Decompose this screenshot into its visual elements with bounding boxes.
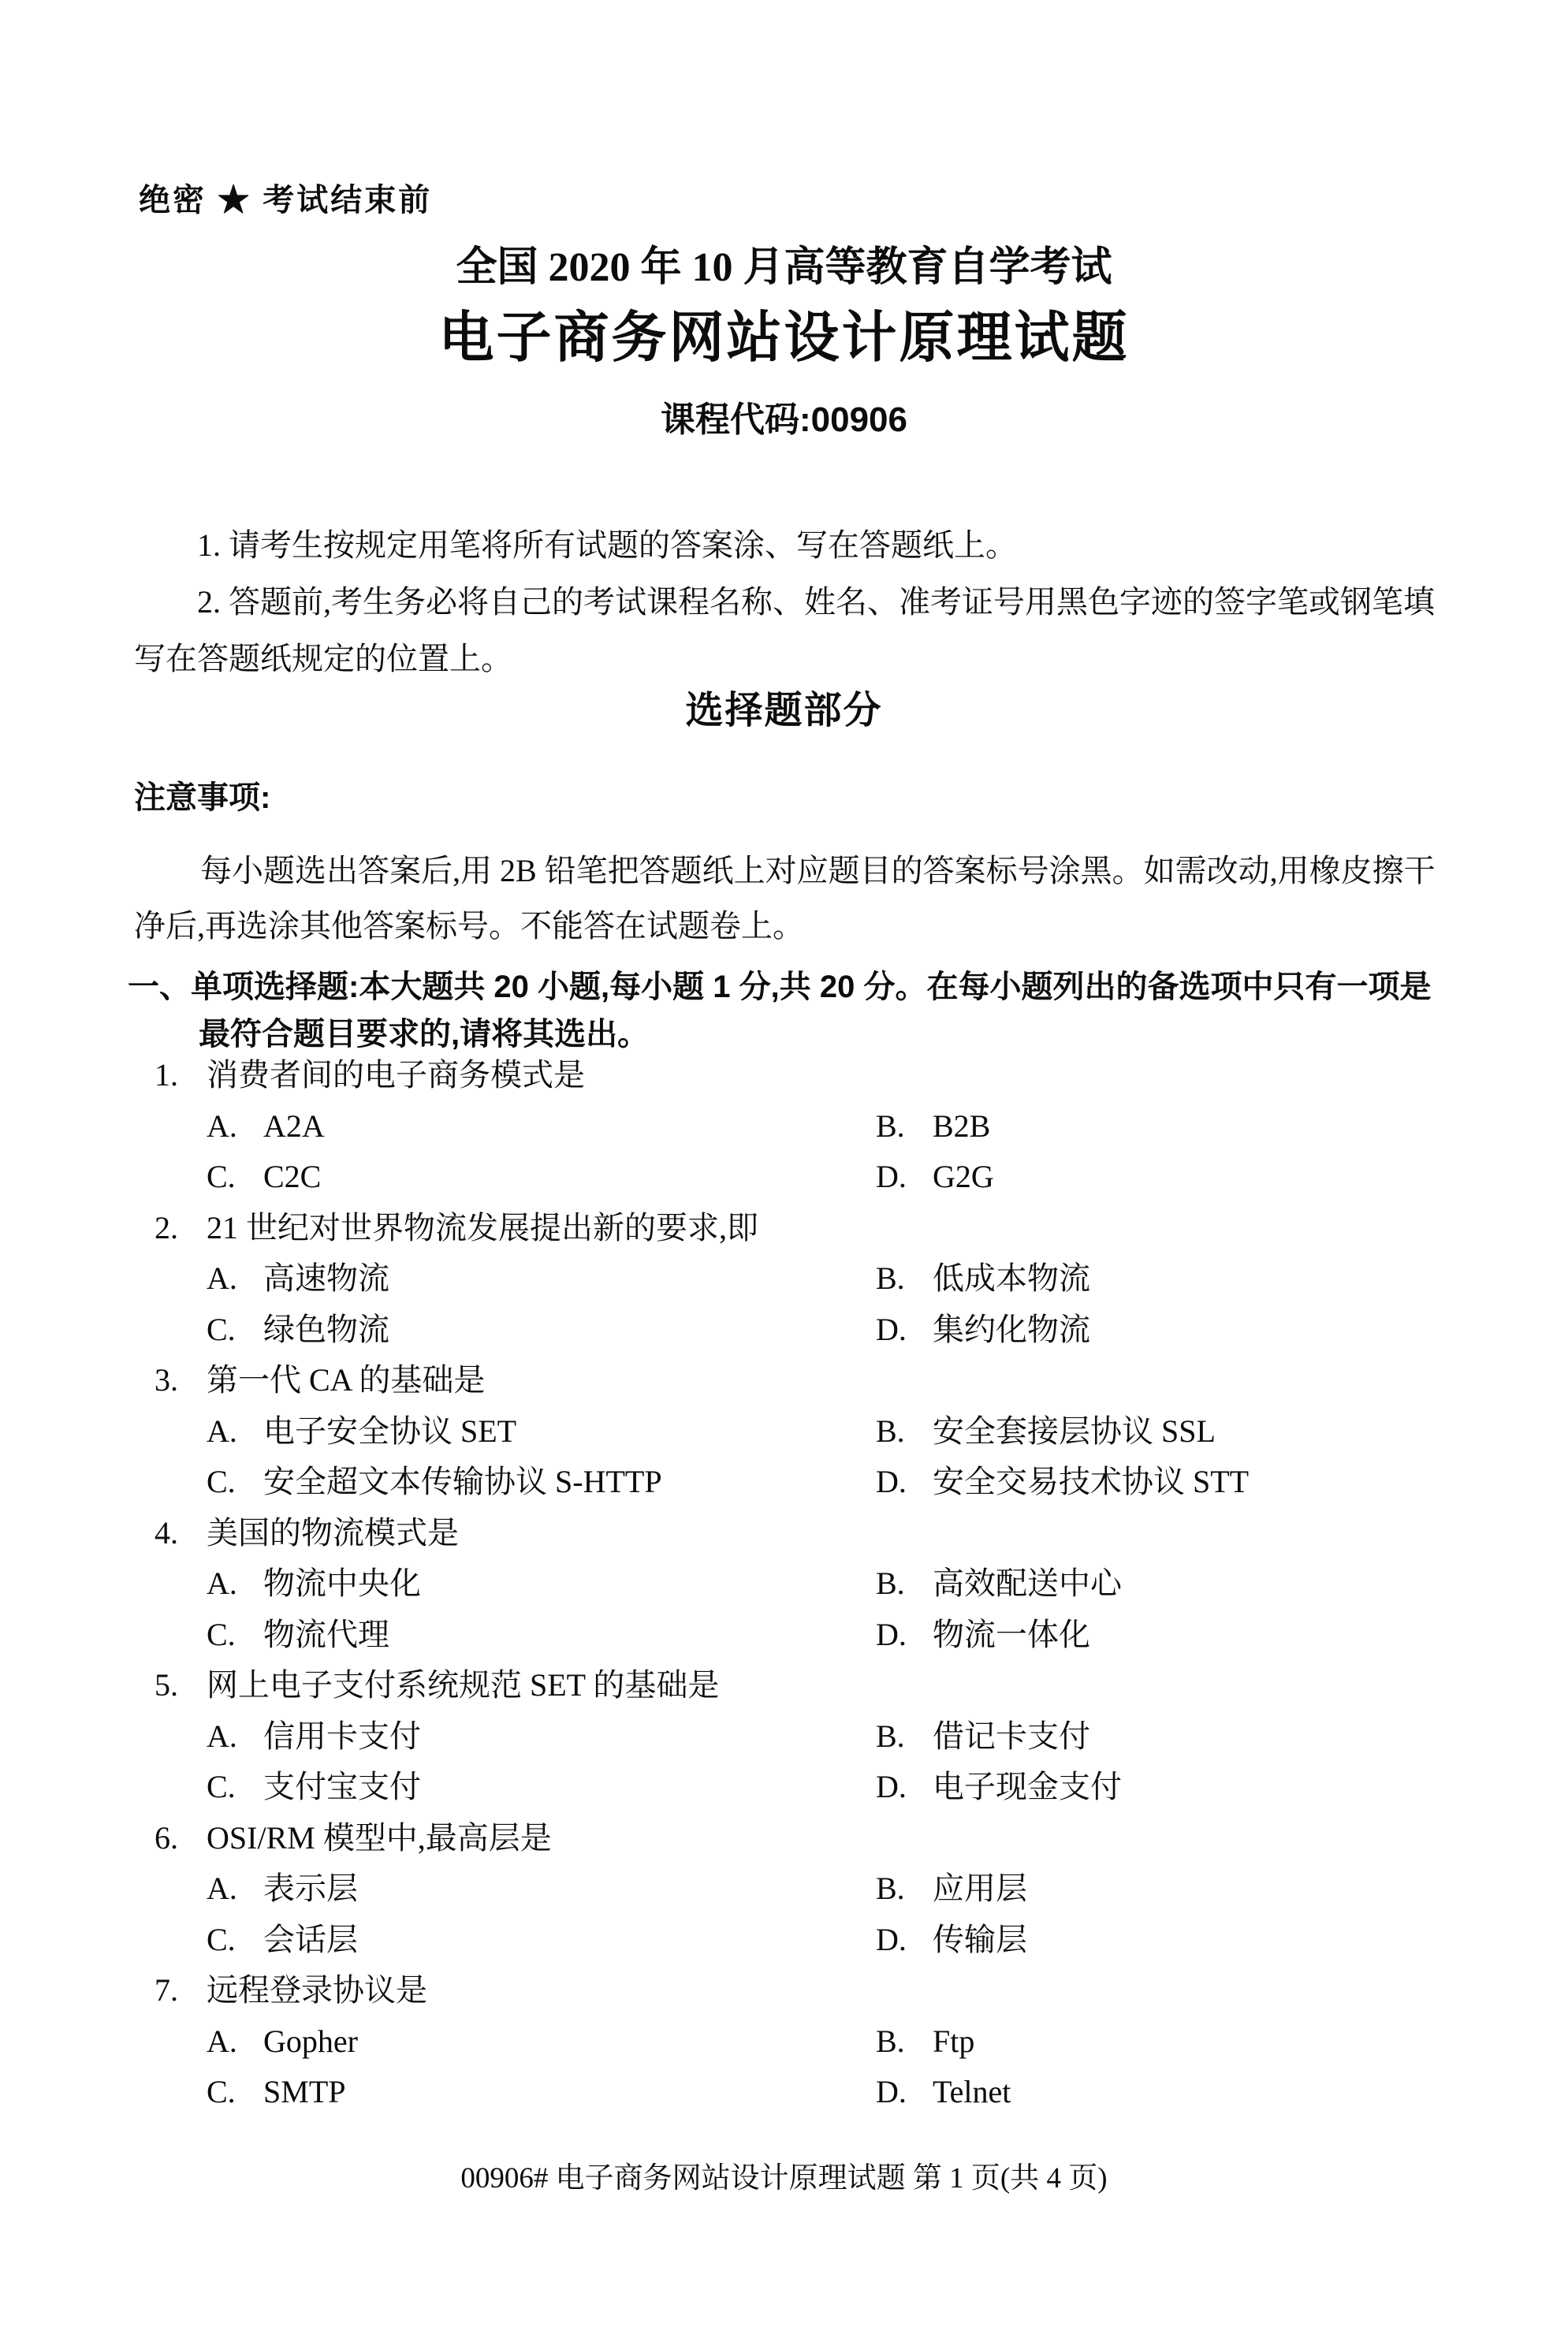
question-number: 3.	[155, 1362, 178, 1398]
option-label: B.	[876, 1260, 905, 1296]
question-options	[207, 1711, 1458, 1813]
option-item	[876, 2016, 1458, 2068]
option-label: A.	[207, 1260, 237, 1296]
option-label: A.	[207, 1413, 237, 1449]
question-item	[134, 1660, 1458, 1813]
option-text: 安全交易技术协议 STT	[933, 1464, 1250, 1499]
option-item	[207, 2067, 876, 2118]
question-options	[207, 1558, 1458, 1660]
option-item	[207, 1253, 876, 1305]
question-stem: 21 世纪对世界物流发展提出新的要求,即	[207, 1209, 758, 1245]
option-label: C.	[207, 1311, 236, 1347]
exam-title-line2: 电子商务网站设计原理试题	[438, 307, 1130, 368]
option-text: 会话层	[263, 1921, 358, 1957]
option-text: 高效配送中心	[933, 1565, 1122, 1601]
question-number: 2.	[155, 1209, 178, 1245]
option-label: D.	[876, 1464, 907, 1499]
question-item	[134, 1355, 1458, 1508]
option-item	[876, 1305, 1458, 1356]
question-stem-line	[134, 1203, 1458, 1254]
instruction-item-1: 1. 请考生按规定用笔将所有试题的答案涂、写在答题纸上。	[197, 527, 1017, 563]
option-label: A.	[207, 1565, 237, 1601]
question-stem: 消费者间的电子商务模式是	[207, 1057, 585, 1093]
option-label: C.	[207, 1616, 236, 1652]
option-item	[207, 1152, 876, 1203]
option-text: 安全超文本传输协议 S-HTTP	[263, 1464, 662, 1499]
option-item	[207, 1711, 876, 1763]
option-label: B.	[876, 1565, 905, 1601]
option-item	[207, 1863, 876, 1915]
option-text: 支付宝支付	[263, 1769, 421, 1804]
option-label: A.	[207, 1108, 237, 1144]
option-text: 高速物流	[263, 1260, 389, 1296]
option-label: D.	[876, 1616, 907, 1652]
option-item	[207, 1101, 876, 1152]
question-item	[134, 1508, 1458, 1661]
question-stem: 远程登录协议是	[207, 1972, 427, 2008]
option-label: D.	[876, 2074, 907, 2109]
question-options	[207, 1406, 1458, 1508]
question-stem-line	[134, 1965, 1458, 2016]
instruction-item-2: 2. 答题前,考生务必将自己的考试课程名称、姓名、准考证号用黑色字迹的签字笔或钢笔填写在答题纸规定的位置上。	[134, 584, 1435, 676]
option-item	[876, 1457, 1458, 1508]
option-text: 物流中央化	[263, 1565, 421, 1601]
question-stem-line	[134, 1660, 1458, 1711]
option-label: B.	[876, 1718, 905, 1754]
option-label: B.	[876, 1108, 905, 1144]
option-item	[207, 1406, 876, 1458]
section-title: 选择题部分	[685, 690, 883, 732]
option-item	[876, 1152, 1458, 1203]
option-label: C.	[207, 1921, 236, 1957]
option-label: D.	[876, 1159, 907, 1194]
mcq-section-heading: 一、单项选择题:本大题共 20 小题,每小题 1 分,共 20 分。在每小题列出的备选项中只有一项是最符合题目要求的,请将其选出。	[128, 970, 1432, 1052]
exam-title-line1: 全国 2020 年 10 月高等教育自学考试	[456, 245, 1112, 290]
page-footer: 00906# 电子商务网站设计原理试题 第 1 页(共 4 页)	[460, 2162, 1108, 2195]
question-list	[134, 1050, 1458, 2118]
question-item	[134, 1813, 1458, 1966]
question-stem: 美国的物流模式是	[207, 1514, 459, 1551]
notice-body: 每小题选出答案后,用 2B 铅笔把答题纸上对应题目的答案标号涂黑。如需改动,用橡皮擦干净后,再选涂其他答案标号。不能答在试题卷上。	[134, 853, 1436, 944]
option-item	[207, 1305, 876, 1356]
option-text: 低成本物流	[933, 1260, 1090, 1296]
question-stem-line	[134, 1355, 1458, 1406]
question-stem-line	[134, 1050, 1458, 1101]
question-stem: 网上电子支付系统规范 SET 的基础是	[207, 1667, 720, 1703]
question-options	[207, 1253, 1458, 1355]
option-item	[207, 1610, 876, 1661]
option-item	[207, 2016, 876, 2068]
question-options	[207, 1863, 1458, 1965]
option-label: A.	[207, 1718, 237, 1754]
option-label: A.	[207, 1871, 237, 1906]
option-text: 借记卡支付	[933, 1718, 1090, 1754]
option-label: A.	[207, 2023, 237, 2059]
option-text: 信用卡支付	[263, 1718, 421, 1754]
option-text: 物流一体化	[933, 1616, 1090, 1652]
option-text: 安全套接层协议 SSL	[933, 1413, 1216, 1449]
option-item	[876, 1915, 1458, 1966]
option-item	[207, 1915, 876, 1966]
option-item	[876, 1711, 1458, 1763]
course-code: 课程代码:00906	[660, 400, 907, 439]
classification-banner: 绝密 ★ 考试结束前	[139, 183, 433, 218]
option-label: C.	[207, 1464, 236, 1499]
option-text: 绿色物流	[263, 1311, 389, 1347]
question-number: 7.	[155, 1972, 178, 2008]
question-options	[207, 1101, 1458, 1203]
option-item	[876, 1253, 1458, 1305]
question-number: 6.	[155, 1819, 178, 1856]
question-number: 5.	[155, 1667, 178, 1703]
option-item	[876, 1610, 1458, 1661]
option-label: C.	[207, 1769, 236, 1804]
option-text: 电子现金支付	[933, 1769, 1122, 1804]
option-item	[876, 1558, 1458, 1610]
option-item	[876, 2067, 1458, 2118]
question-number: 1.	[155, 1057, 178, 1093]
question-item	[134, 1050, 1458, 1203]
option-text: 物流代理	[263, 1616, 389, 1652]
option-label: B.	[876, 2023, 905, 2059]
option-item	[876, 1406, 1458, 1458]
option-text: B2B	[933, 1108, 991, 1144]
option-item	[876, 1863, 1458, 1915]
option-text: C2C	[263, 1159, 322, 1194]
option-text: 集约化物流	[933, 1311, 1090, 1347]
notice-label: 注意事项:	[134, 780, 271, 815]
option-text: G2G	[933, 1159, 994, 1194]
option-item	[207, 1457, 876, 1508]
option-text: 电子安全协议 SET	[263, 1413, 517, 1449]
question-stem: OSI/RM 模型中,最高层是	[207, 1819, 552, 1856]
question-options	[207, 2016, 1458, 2118]
option-label: C.	[207, 2074, 236, 2109]
option-text: 应用层	[933, 1871, 1027, 1906]
question-stem-line	[134, 1813, 1458, 1864]
question-stem: 第一代 CA 的基础是	[207, 1362, 486, 1398]
option-label: D.	[876, 1921, 907, 1957]
option-label: B.	[876, 1871, 905, 1906]
option-text: Ftp	[933, 2023, 975, 2059]
option-label: B.	[876, 1413, 905, 1449]
option-text: Telnet	[933, 2074, 1011, 2109]
question-item	[134, 1965, 1458, 2118]
question-number: 4.	[155, 1514, 178, 1551]
option-label: D.	[876, 1769, 907, 1804]
option-item	[876, 1101, 1458, 1152]
option-label: C.	[207, 1159, 236, 1194]
option-label: D.	[876, 1311, 907, 1347]
option-text: 传输层	[933, 1921, 1027, 1957]
option-item	[207, 1558, 876, 1610]
option-text: Gopher	[263, 2023, 358, 2059]
option-item	[876, 1762, 1458, 1813]
question-item	[134, 1203, 1458, 1356]
option-item	[207, 1762, 876, 1813]
option-text: 表示层	[263, 1871, 358, 1906]
question-stem-line	[134, 1508, 1458, 1559]
option-text: A2A	[263, 1108, 325, 1144]
option-text: SMTP	[263, 2074, 346, 2109]
